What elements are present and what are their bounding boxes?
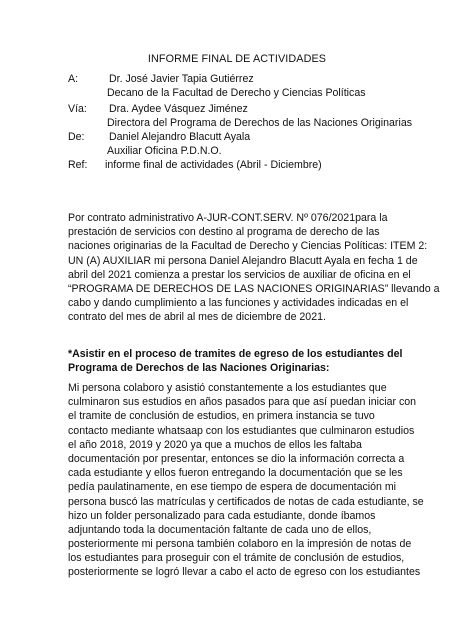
- header-via-name: Dra. Aydee Vásquez Jiménez: [109, 103, 248, 115]
- header-from-row: [68, 130, 448, 144]
- body-line: el año 2018, 2019 y 2020 ya que a muchos de ellos les faltaba: [68, 438, 362, 451]
- header-from-label: De:: [68, 131, 85, 143]
- body-line: contacto mediante whatsaap con los estudiantes que culminaron estudios: [68, 424, 415, 437]
- header-to-label: A:: [68, 73, 79, 85]
- header-from-role: Auxiliar Oficina P.D.N.O.: [107, 145, 222, 157]
- intro-line: UN (A) AUXILIAR mi persona Daniel Alejandro Blacutt Ayala en fecha 1 de: [68, 254, 418, 267]
- body-line: culminaron sus estudios en años pasados para que así puedan iniciar con: [68, 396, 417, 409]
- intro-line: contrato del mes de abril al mes de diciembre de 2021.: [68, 311, 326, 324]
- body-line: Mi persona colaboro y asistió constantemente a los estudiantes que: [68, 382, 387, 394]
- body-line: adjuntando toda la documentación faltante de cada uno de ellos,: [68, 523, 372, 536]
- body-line: los estudiantes para proseguir con el trámite de conclusión de estudios,: [68, 552, 405, 565]
- intro-line: abril del 2021 comienza a prestar los servicios de auxiliar de oficina en el: [68, 268, 411, 281]
- section-heading-line: *Asistir en el proceso de tramites de egreso de los estudiantes del: [68, 348, 403, 360]
- header-from-name: Daniel Alejandro Blacutt Ayala: [109, 131, 251, 143]
- body-line: cada estudiante y ellos fueron entregando la documentación que se les: [68, 467, 403, 480]
- body-line: persona buscó las matrículas y certificados de notas de cada estudiante, se: [68, 495, 424, 508]
- intro-line: Por contrato administrativo A-JUR-CONT.SERV. Nº 076/2021para la: [68, 212, 388, 224]
- header-to-name: Dr. José Javier Tapia Gutiérrez: [109, 73, 254, 85]
- intro-line: “PROGRAMA DE DERECHOS DE LAS NACIONES ORIGINARIAS” llevando a: [68, 282, 440, 295]
- header-ref-label: Ref:: [68, 159, 88, 171]
- body-line: documentación por presentar, entonces se dio la información correcta a: [68, 452, 405, 465]
- header-to-role: Decano de la Facultad de Derecho y Ciencias Políticas: [107, 87, 366, 99]
- section-heading: [68, 347, 413, 375]
- document-title: INFORME FINAL DE ACTIVIDADES: [147, 53, 327, 65]
- body-line: posteriormente se logró llevar a cabo el acto de egreso con los estudiantes: [68, 566, 421, 579]
- header-via-row: [68, 102, 448, 116]
- section-heading-line: Programa de Derechos de las Naciones Originarias:: [68, 362, 330, 375]
- header-ref-value: informe final de actividades (Abril - Diciembre): [105, 159, 322, 171]
- intro-line: naciones originarias de la Facultad de Derecho y Ciencias Políticas: ITEM 2:: [68, 240, 428, 253]
- intro-line: prestación de servicios con destino al programa de derecho de las: [68, 226, 380, 239]
- body-paragraph: [68, 381, 424, 580]
- body-line: el tramite de conclusión de estudios, en primera instancia se tuvo: [68, 410, 375, 423]
- body-line: pedía paulatinamente, en ese tiempo de espera de documentación mi: [68, 481, 397, 494]
- body-line: hizo un folder personalizado para cada estudiante, donde íbamos: [68, 509, 376, 522]
- body-line: posteriormente mi persona también colaboro en la impresión de notas de: [68, 538, 412, 551]
- header-via-role: Directora del Programa de Derechos de las Naciones Originarias: [107, 117, 413, 129]
- intro-line: cabo y dando cumplimiento a las funciones y actividades indicadas en el: [68, 297, 409, 310]
- intro-paragraph: [68, 211, 440, 325]
- header-to-row: [68, 72, 448, 86]
- header-ref-row: [68, 158, 448, 172]
- header-via-label: Vía:: [68, 103, 87, 115]
